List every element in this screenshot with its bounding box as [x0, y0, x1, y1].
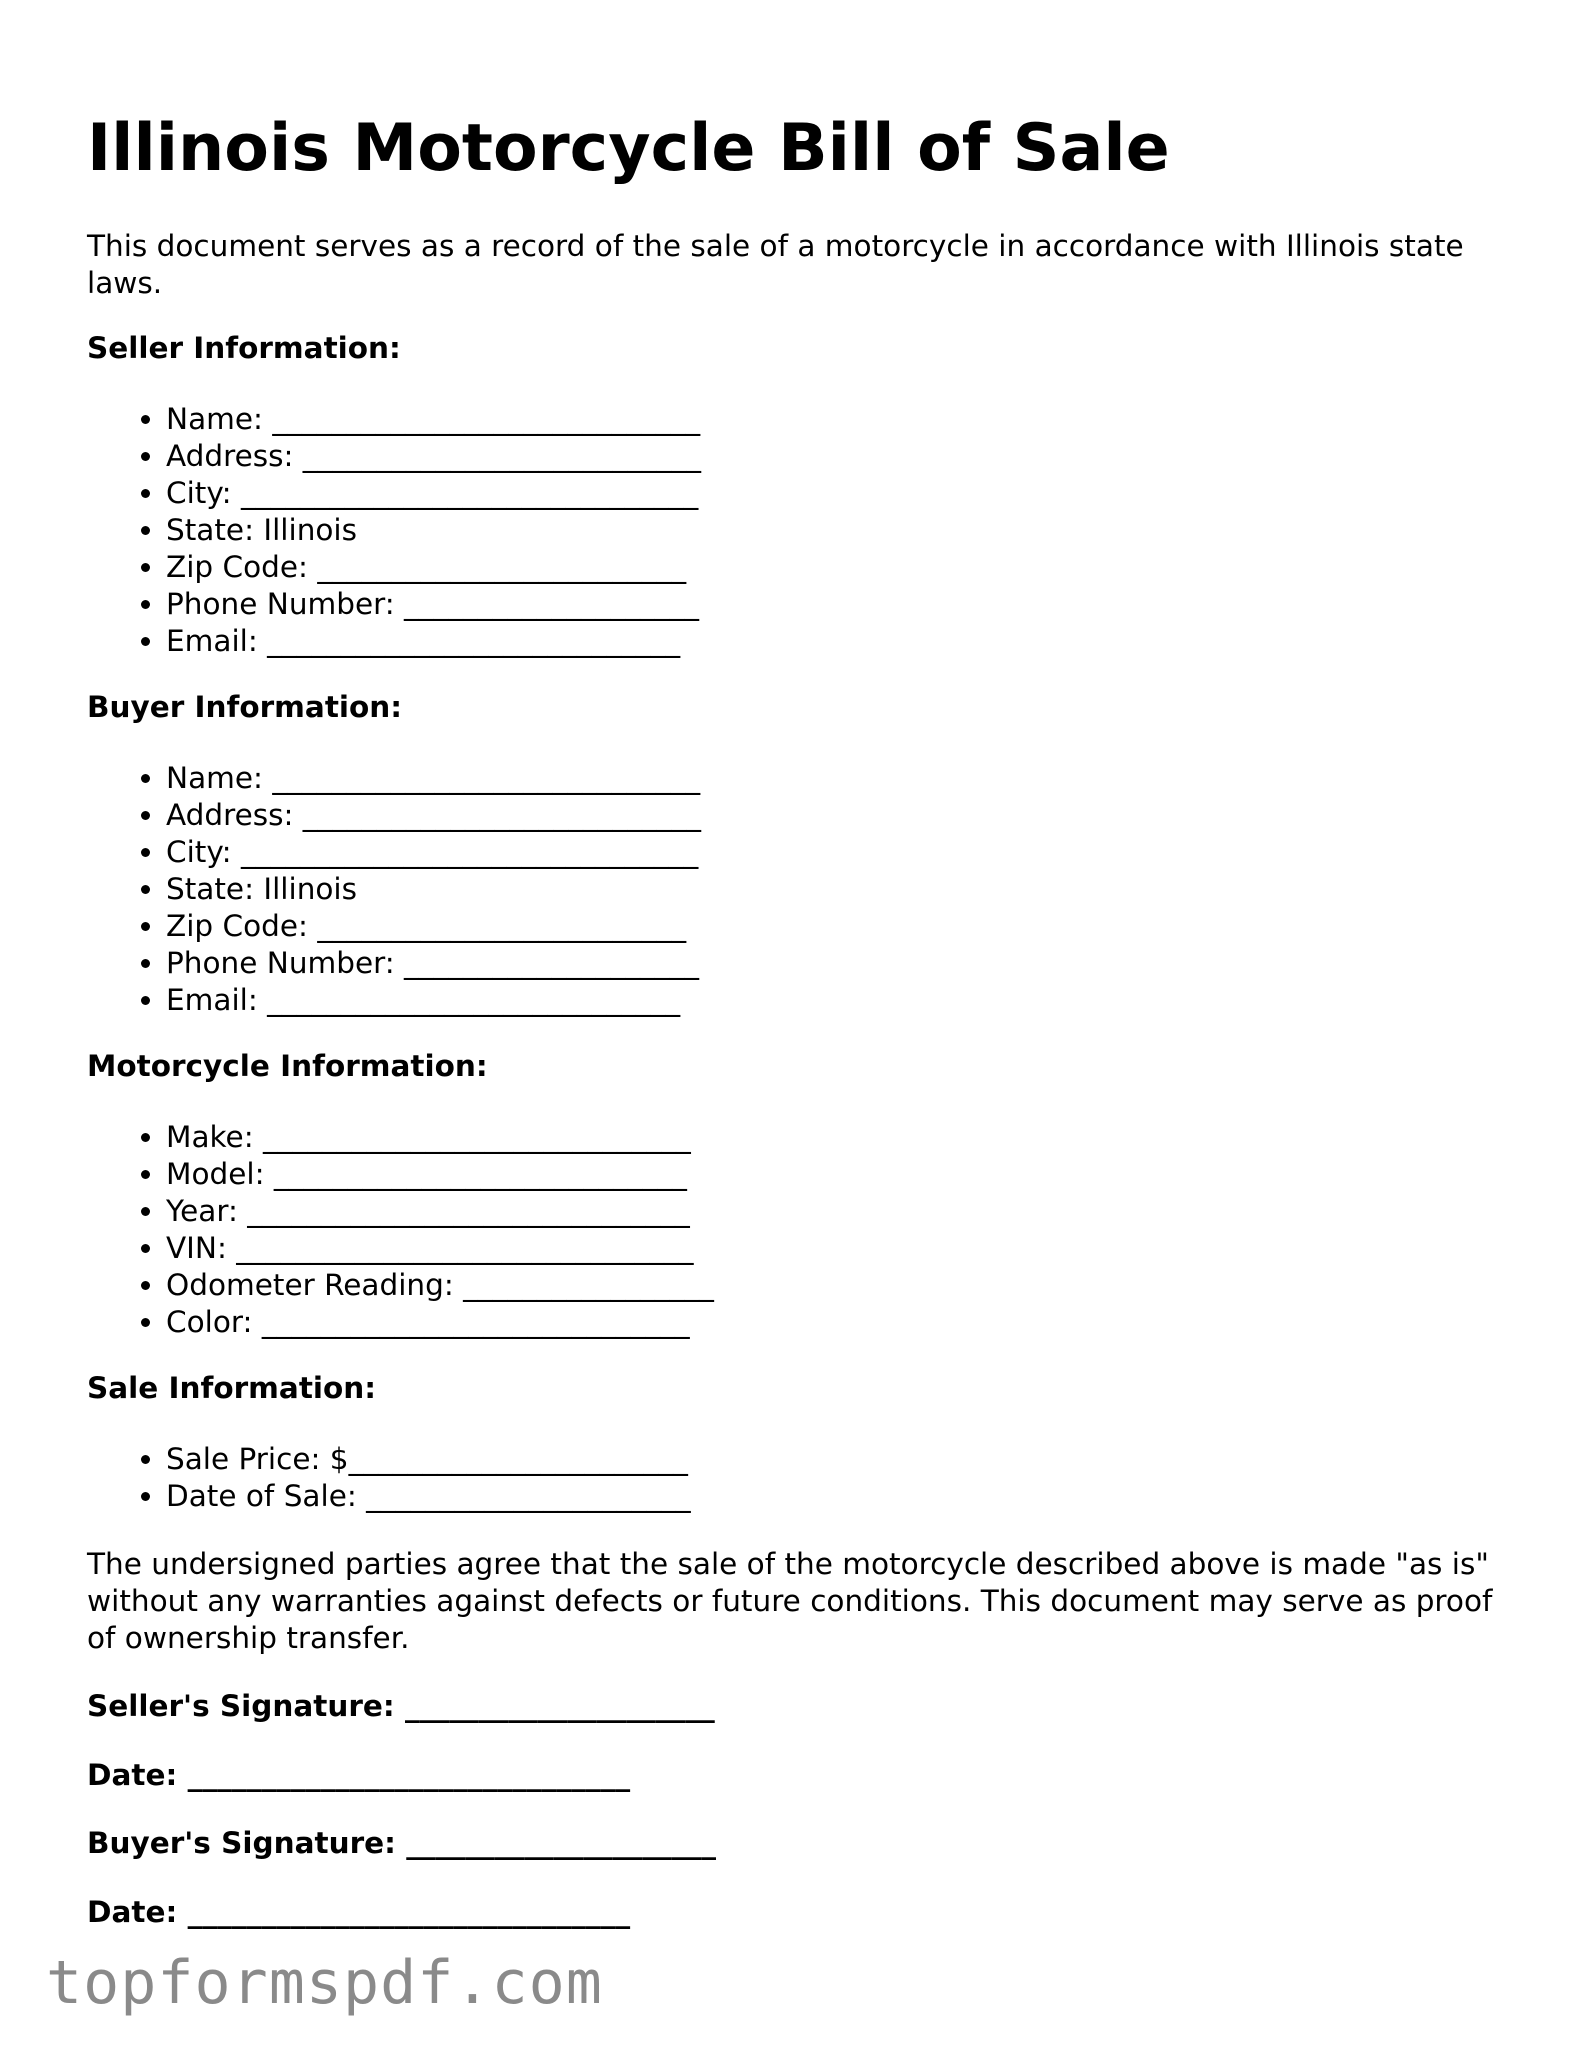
- motorcycle-heading: Motorcycle Information:: [87, 1049, 488, 1083]
- motorcycle-make-field[interactable]: • Make: _____________________________: [166, 1119, 714, 1156]
- buyer-zip-field[interactable]: • Zip Code: _________________________: [166, 908, 701, 945]
- buyer-fields-list: [87, 760, 701, 1019]
- motorcycle-model-field[interactable]: • Model: ____________________________: [166, 1156, 714, 1193]
- watermark-text: topformspdf.com: [46, 1948, 603, 2018]
- document-title: Illinois Motorcycle Bill of Sale: [87, 111, 1170, 186]
- buyer-heading: Buyer Information:: [87, 690, 403, 724]
- seller-phone-field[interactable]: • Phone Number: ____________________: [166, 586, 701, 623]
- motorcycle-vin-field[interactable]: • VIN: _______________________________: [166, 1230, 714, 1267]
- sale-fields-list: [87, 1441, 691, 1515]
- sale-price-field[interactable]: • Sale Price: $_______________________: [166, 1441, 691, 1478]
- sale-heading: Sale Information:: [87, 1371, 377, 1405]
- seller-fields-list: [87, 401, 701, 660]
- seller-heading: Seller Information:: [87, 331, 401, 365]
- buyer-date-line[interactable]: Date: ______________________________: [87, 1895, 631, 1929]
- closing-paragraph: The undersigned parties agree that the sale of the motorcycle described above is made "as is" without any warranties against defects or future conditions. This document may serve as proof of ownership transfer.: [87, 1547, 1493, 1655]
- buyer-state-field: • State: Illinois: [166, 871, 701, 908]
- motorcycle-odometer-field[interactable]: • Odometer Reading: _________________: [166, 1267, 714, 1304]
- buyer-email-field[interactable]: • Email: ____________________________: [166, 982, 701, 1019]
- motorcycle-fields-list: [87, 1119, 714, 1341]
- seller-name-field[interactable]: • Name: _____________________________: [166, 401, 701, 438]
- seller-city-field[interactable]: • City: _______________________________: [166, 475, 701, 512]
- buyer-address-field[interactable]: • Address: ___________________________: [166, 797, 701, 834]
- motorcycle-color-field[interactable]: • Color: _____________________________: [166, 1304, 714, 1341]
- seller-date-line[interactable]: Date: ______________________________: [87, 1758, 631, 1792]
- seller-signature-line[interactable]: Seller's Signature: _____________________: [87, 1689, 715, 1723]
- sale-date-field[interactable]: • Date of Sale: ______________________: [166, 1478, 691, 1515]
- motorcycle-year-field[interactable]: • Year: ______________________________: [166, 1193, 714, 1230]
- intro-paragraph: This document serves as a record of the sale of a motorcycle in accordance with Illinois state laws.: [87, 229, 1464, 300]
- seller-zip-field[interactable]: • Zip Code: _________________________: [166, 549, 701, 586]
- buyer-city-field[interactable]: • City: _______________________________: [166, 834, 701, 871]
- buyer-name-field[interactable]: • Name: _____________________________: [166, 760, 701, 797]
- seller-email-field[interactable]: • Email: ____________________________: [166, 623, 701, 660]
- buyer-signature-line[interactable]: Buyer's Signature: _____________________: [87, 1826, 716, 1860]
- buyer-phone-field[interactable]: • Phone Number: ____________________: [166, 945, 701, 982]
- seller-state-field: • State: Illinois: [166, 512, 701, 549]
- seller-address-field[interactable]: • Address: ___________________________: [166, 438, 701, 475]
